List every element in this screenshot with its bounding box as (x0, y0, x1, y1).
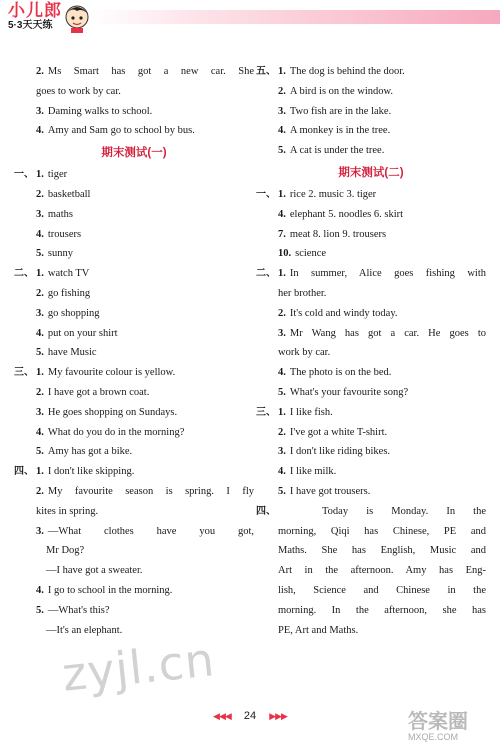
item-number: 4. (278, 367, 286, 379)
left-arrows-icon: ◀◀◀ (213, 711, 231, 721)
item-number: 1. (278, 188, 286, 200)
answer-line (14, 601, 254, 621)
answer-text: —It's an elephant. (46, 624, 123, 636)
answer-line (14, 442, 254, 462)
item-number: 1. (278, 66, 286, 77)
answer-line (256, 304, 486, 324)
answer-text: —What's this? (47, 604, 110, 616)
section-heading: 期末测试(二) (338, 166, 404, 179)
item-number: 3. (278, 446, 286, 458)
answer-text: work by car. (278, 347, 331, 359)
answer-text: lish, Science and Chinese in the (278, 584, 486, 596)
item-number: 10. (278, 248, 292, 260)
brand-subtitle: 5·3天天练 (8, 20, 53, 31)
item-number: 3. (278, 105, 286, 117)
answer-text: Ms Smart has got a new car. She (47, 66, 254, 77)
answer-text: basketball (47, 188, 91, 200)
item-number: 5. (36, 347, 44, 359)
item-number: 2. (278, 85, 286, 97)
answer-line (14, 343, 254, 363)
section-label: 二、 (256, 268, 276, 280)
item-number: 5. (36, 604, 44, 616)
item-number: 1. (36, 169, 44, 181)
answer-text: goes to work by car. (36, 85, 121, 97)
item-number: 7. (278, 228, 286, 240)
item-number: 3. (36, 307, 44, 319)
item-number: 5. (36, 248, 44, 260)
answer-line (256, 62, 486, 82)
answer-text: The photo is on the bed. (289, 367, 392, 379)
watermark-logo-title: 答案圈 (408, 711, 468, 733)
answer-line (14, 82, 254, 102)
answer-line (256, 284, 486, 304)
answer-line (256, 462, 486, 482)
header-band (90, 10, 500, 24)
answer-text: go shopping (47, 307, 100, 319)
answer-line (14, 462, 254, 482)
answer-line (14, 284, 254, 304)
answer-line (256, 403, 486, 423)
watermark-logo-url: MXQE.COM (408, 732, 459, 742)
item-number: 4. (36, 584, 44, 596)
answer-line (256, 561, 486, 581)
answer-text: morning. In the afternoon, she has (278, 604, 486, 616)
answer-text: My favourite colour is yellow. (47, 367, 176, 379)
answer-text: —I have got a sweater. (46, 565, 143, 577)
right-arrows-icon: ▶▶▶ (269, 711, 287, 721)
answer-text: —What clothes have you got, (47, 525, 254, 537)
answer-line (14, 121, 254, 141)
mascot-icon (62, 2, 92, 34)
item-number: 1. (36, 466, 44, 478)
answer-text: Two fish are in the lake. (289, 105, 392, 117)
page-footer (0, 710, 500, 722)
answer-text: kites in spring. (36, 505, 99, 517)
answer-text: I go to school in the morning. (47, 584, 173, 596)
answer-text: sunny (47, 248, 73, 260)
answer-text: watch TV (47, 268, 90, 280)
answer-text: Maths. She has English, Music and (278, 545, 486, 557)
answer-line (256, 502, 486, 522)
item-number: 2. (278, 307, 286, 319)
answer-text: Mr Dog? (46, 545, 85, 557)
answer-line (256, 522, 486, 542)
answer-line (14, 244, 254, 264)
item-number: 4. (36, 228, 44, 240)
answer-text: tiger (47, 169, 68, 181)
answer-text: Today is Monday. In the (322, 505, 486, 517)
answer-line (256, 225, 486, 245)
item-number: 4. (278, 466, 286, 478)
answer-line (14, 621, 254, 641)
answer-line (256, 383, 486, 403)
answer-text: rice 2. music 3. tiger (289, 188, 377, 200)
answer-line (14, 581, 254, 601)
answer-line (14, 363, 254, 383)
answer-line (256, 244, 486, 264)
section-label: 一、 (256, 188, 276, 200)
answer-text: I don't like riding bikes. (289, 446, 391, 458)
answer-line (256, 141, 486, 161)
left-column (14, 62, 254, 640)
item-number: 1. (36, 268, 44, 280)
answer-line (256, 581, 486, 601)
answer-text: A monkey is in the tree. (289, 125, 391, 137)
answer-text: go fishing (47, 287, 91, 299)
answer-text: I have got trousers. (289, 485, 371, 497)
item-number: 2. (36, 66, 44, 77)
answer-line (256, 541, 486, 561)
answer-line (14, 383, 254, 403)
answer-text: Art in the afternoon. Amy has Eng- (278, 565, 486, 577)
answer-text: Amy has got a bike. (47, 446, 133, 458)
item-number: 4. (36, 426, 44, 438)
answer-text: Amy and Sam go to school by bus. (47, 125, 195, 137)
answer-line (256, 601, 486, 621)
section-label: 三、 (14, 367, 34, 379)
answer-line (256, 442, 486, 462)
item-number: 2. (36, 386, 44, 398)
answer-line (256, 205, 486, 225)
answer-line (14, 403, 254, 423)
answer-text: A cat is under the tree. (289, 145, 385, 157)
answer-line (256, 621, 486, 641)
answer-text: I like milk. (289, 466, 337, 478)
section-label: 四、 (14, 466, 34, 478)
answer-line (14, 205, 254, 225)
section-heading: 期末测试(一) (101, 147, 167, 160)
item-number: 3. (36, 406, 44, 418)
answer-line (256, 121, 486, 141)
section-label: 三、 (256, 406, 276, 418)
answer-line (14, 165, 254, 185)
item-number: 2. (36, 188, 44, 200)
item-number: 1. (278, 268, 286, 280)
item-number: 3. (36, 208, 44, 220)
answer-line (256, 324, 486, 344)
section-label: 五、 (256, 66, 276, 77)
right-column (256, 62, 486, 640)
answer-text: In summer, Alice goes fishing with (289, 268, 486, 280)
answer-text: He goes shopping on Sundays. (47, 406, 178, 418)
page-number: 24 (243, 710, 257, 722)
answer-text: I have got a brown coat. (47, 386, 150, 398)
answer-text: her brother. (278, 287, 327, 299)
answer-text: science (295, 248, 327, 260)
answer-line (14, 185, 254, 205)
item-number: 5. (278, 145, 286, 157)
answer-line (256, 482, 486, 502)
brand-title: 小儿郎 (8, 1, 62, 20)
answer-line (14, 304, 254, 324)
answer-line (14, 225, 254, 245)
answer-text: I like fish. (289, 406, 333, 418)
answer-line (14, 264, 254, 284)
item-number: 2. (36, 287, 44, 299)
answer-text: have Music (47, 347, 97, 359)
answer-text: Daming walks to school. (47, 105, 153, 117)
answer-text: Mr Wang has got a car. He goes to (289, 327, 486, 339)
answer-line (14, 423, 254, 443)
item-number: 2. (36, 485, 44, 497)
answer-line (14, 541, 254, 561)
answer-text: elephant 5. noodles 6. skirt (289, 208, 404, 220)
item-number: 4. (278, 208, 286, 220)
answer-line (14, 522, 254, 542)
item-number: 4. (36, 125, 44, 137)
answer-text: meat 8. lion 9. trousers (289, 228, 387, 240)
item-number: 1. (278, 406, 286, 418)
answer-text: My favourite season is spring. I fly (47, 485, 254, 497)
answer-line (256, 82, 486, 102)
answer-text: A bird is on the window. (289, 85, 394, 97)
section-label: 二、 (14, 268, 34, 280)
section-label: 四、 (256, 505, 276, 517)
item-number: 5. (278, 386, 286, 398)
item-number: 4. (278, 125, 286, 137)
answer-text: PE, Art and Maths. (278, 624, 359, 636)
brand-logo (8, 2, 62, 32)
answer-line (14, 62, 254, 82)
answer-line (256, 102, 486, 122)
item-number: 2. (278, 426, 286, 438)
answer-line (256, 423, 486, 443)
answer-line (256, 363, 486, 383)
answer-line (256, 185, 486, 205)
answer-text: What's your favourite song? (289, 386, 409, 398)
item-number: 5. (278, 485, 286, 497)
page-header (0, 0, 500, 40)
watermark-text: zyjl.cn (59, 632, 218, 702)
item-number: 4. (36, 327, 44, 339)
answer-line (14, 502, 254, 522)
answer-text: What do you do in the morning? (47, 426, 185, 438)
item-number: 5. (36, 446, 44, 458)
answer-text: The dog is behind the door. (289, 66, 405, 77)
item-number: 3. (36, 525, 44, 537)
item-number: 3. (36, 105, 44, 117)
answer-text: maths (47, 208, 73, 220)
answer-text: trousers (47, 228, 82, 240)
answer-line (256, 343, 486, 363)
answer-text: put on your shirt (47, 327, 118, 339)
answer-line (14, 324, 254, 344)
answer-line (14, 102, 254, 122)
item-number: 3. (278, 327, 286, 339)
item-number: 1. (36, 367, 44, 379)
answer-line (14, 482, 254, 502)
answer-line (256, 264, 486, 284)
answer-text: It's cold and windy today. (289, 307, 398, 319)
answer-line (14, 561, 254, 581)
answer-text: I've got a white T-shirt. (289, 426, 388, 438)
section-label: 一、 (14, 169, 34, 181)
answer-text: morning, Qiqi has Chinese, PE and (278, 525, 486, 537)
answer-text: I don't like skipping. (47, 466, 135, 478)
